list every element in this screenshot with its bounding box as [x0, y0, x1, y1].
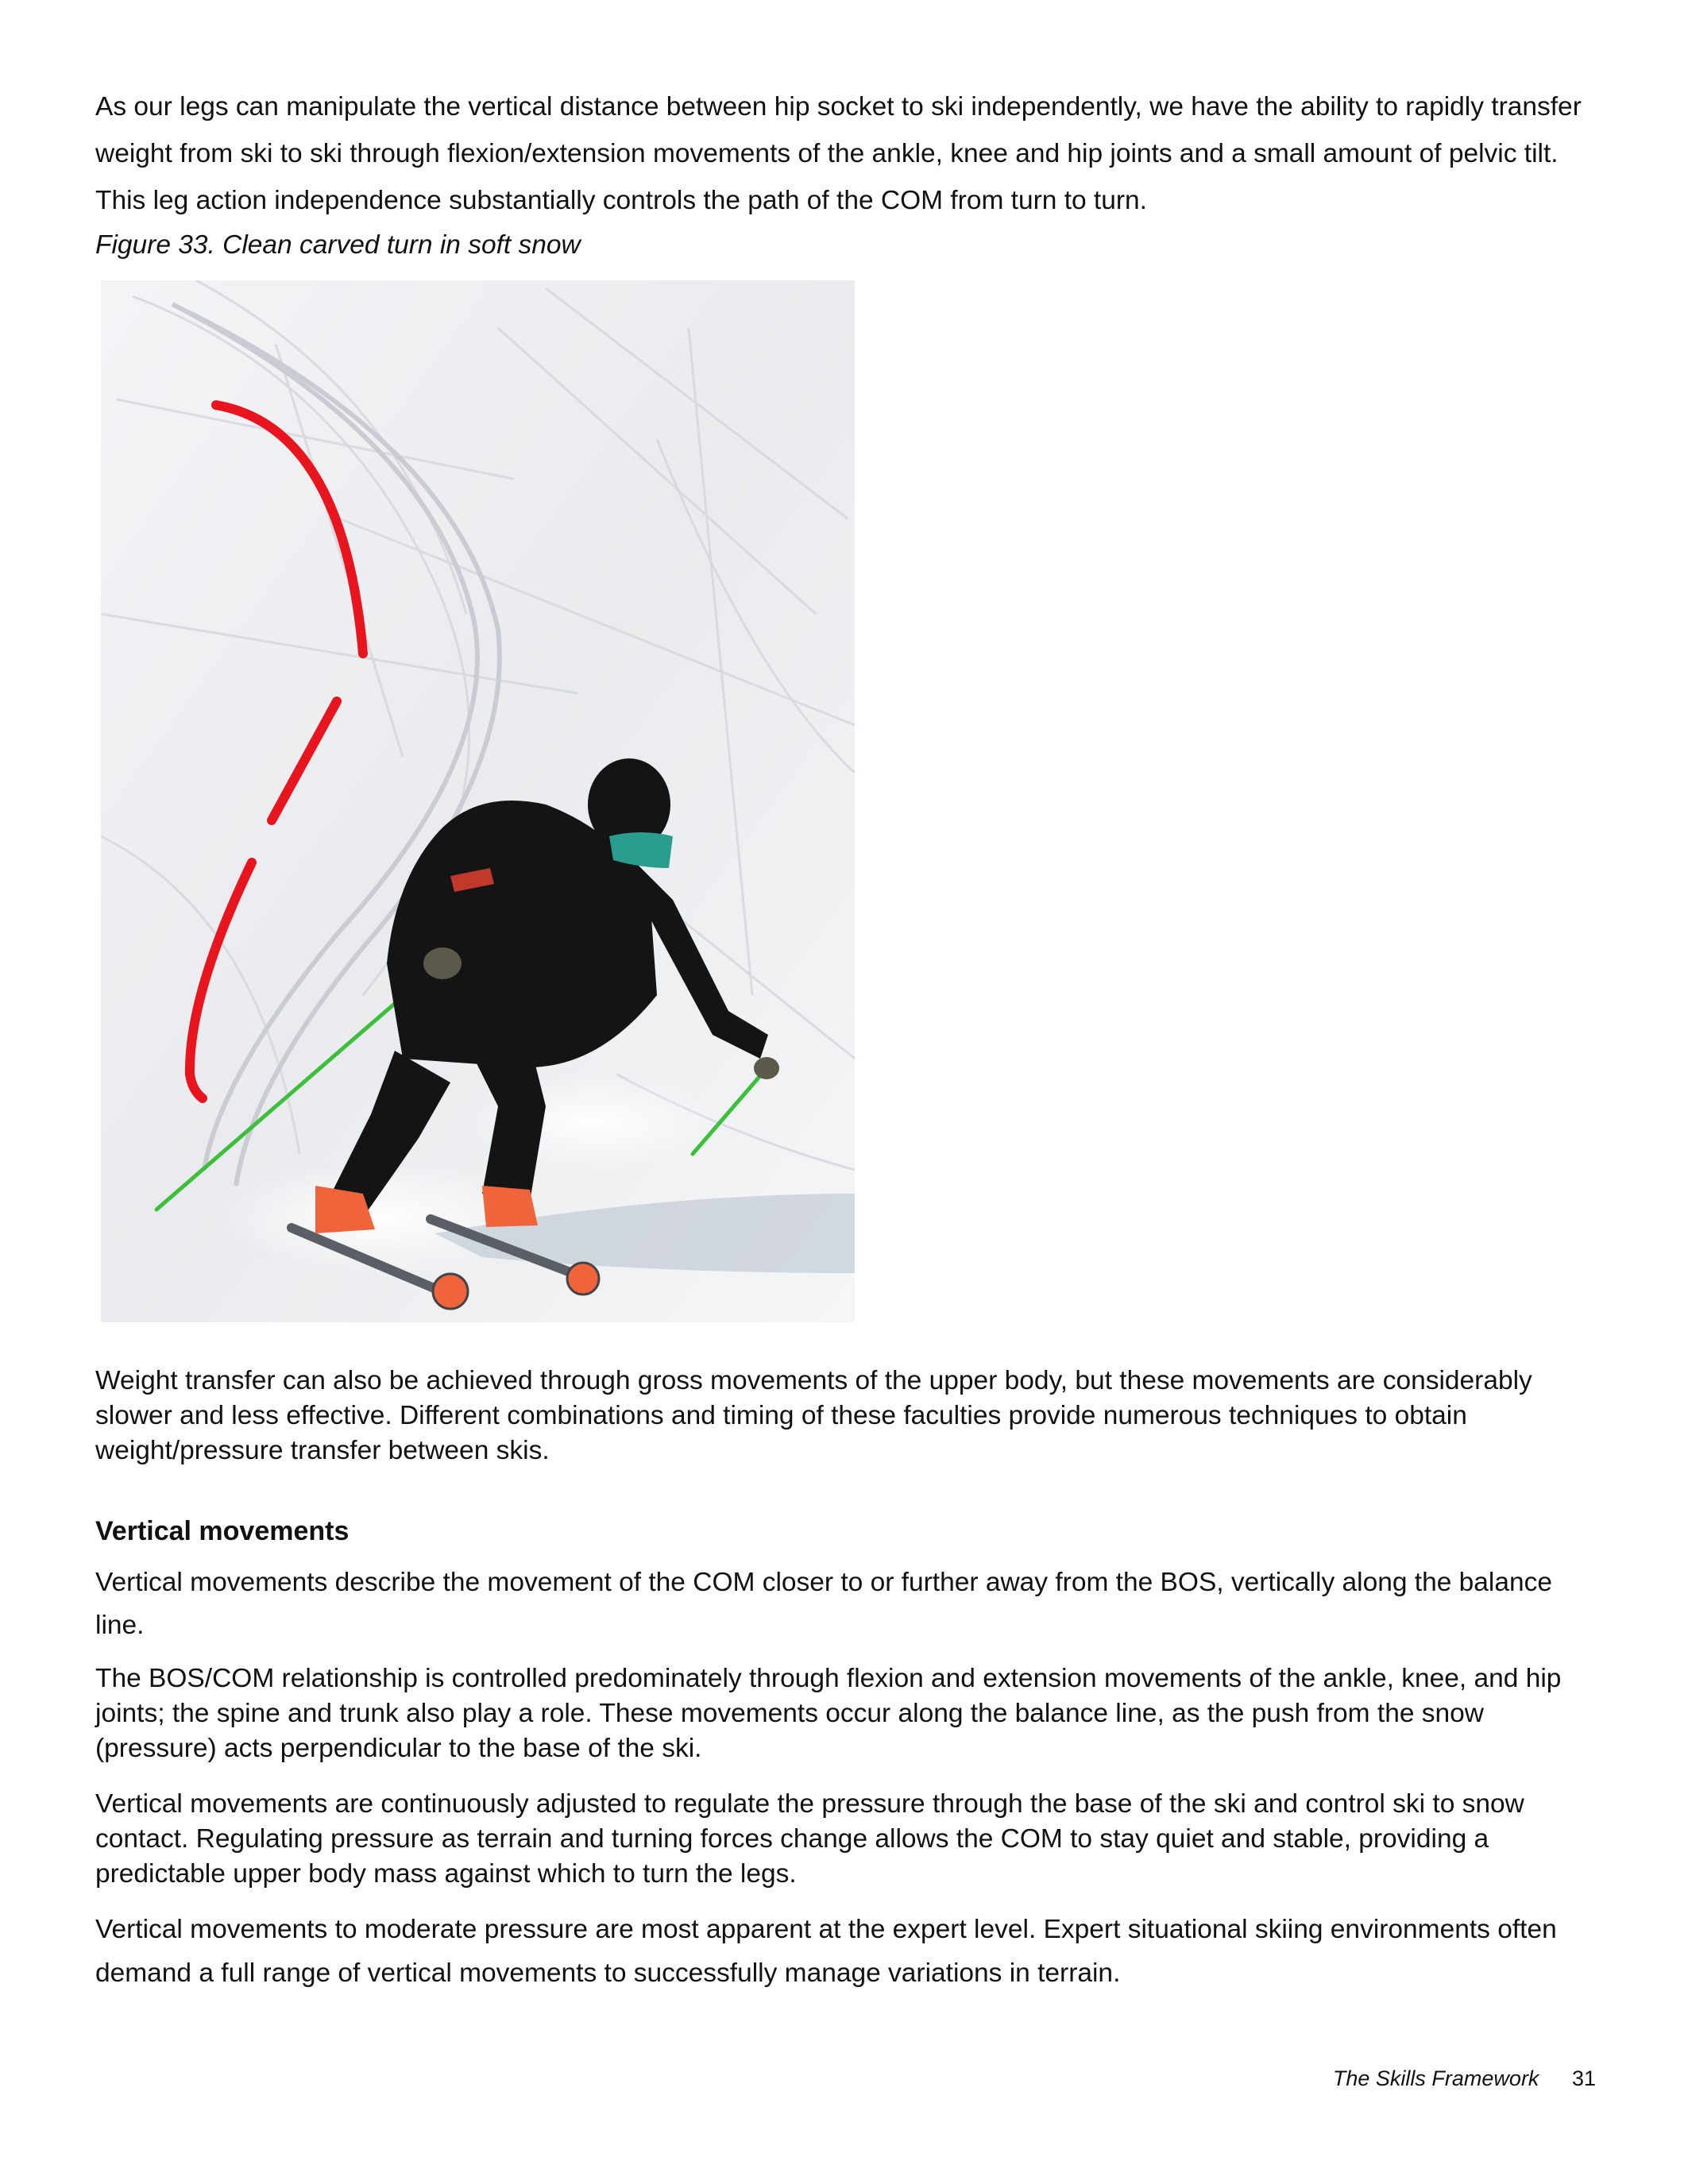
right-glove: [754, 1057, 779, 1079]
intro-paragraph: As our legs can manipulate the vertical distance between hip socket to ski independently, we have the ability to rapidly transfer weight from ski to ski through flexion/extension movements of the ankle, knee and hip joints and a small amount of pelvic tilt. This leg action independence substantially controls the path of the COM from turn to turn.: [95, 92, 1582, 215]
footer-title: The Skills Framework: [1332, 2066, 1539, 2090]
left-glove: [423, 947, 462, 979]
weight-transfer-paragraph: Weight transfer can also be achieved through gross movements of the upper body, but these movements are considerably slower and less effective. Different combinations and timing of these faculties provide numerous techniques to obtain weight/pressure transfer between skis.: [95, 1366, 1532, 1465]
skier-photo: [101, 280, 855, 1322]
page-number: 31: [1571, 2066, 1596, 2090]
vertical-paragraph-3: Vertical movements are continuously adjusted to regulate the pressure through the base of the ski and control ski to snow contact. Regulating pressure as terrain and turning forces change allows the COM to stay quiet and stable, providing a predictable upper body mass against which to turn the legs.: [95, 1789, 1524, 1889]
figure-caption: Figure 33. Clean carved turn in soft snow: [95, 230, 581, 260]
vertical-paragraph-2: The BOS/COM relationship is controlled predominately through flexion and extension movements of the ankle, knee, and hip joints; the spine and trunk also play a role. These movements occur along the balance line, as the push from the snow (pressure) acts perpendicular to the base of the ski.: [95, 1664, 1562, 1763]
section-heading-vertical-movements: Vertical movements: [95, 1516, 350, 1546]
vertical-paragraph-4: Vertical movements to moderate pressure are most apparent at the expert level. Expert situational skiing environments often demand a full range of vertical movements to successfully manage variations in terrain.: [95, 1915, 1557, 1988]
vertical-paragraph-1: Vertical movements describe the movement of the COM closer to or further away from the BOS, vertically along the balance line.: [95, 1568, 1553, 1640]
skier-photo-illustration: [101, 280, 855, 1322]
page-footer: [1333, 2065, 1596, 2092]
